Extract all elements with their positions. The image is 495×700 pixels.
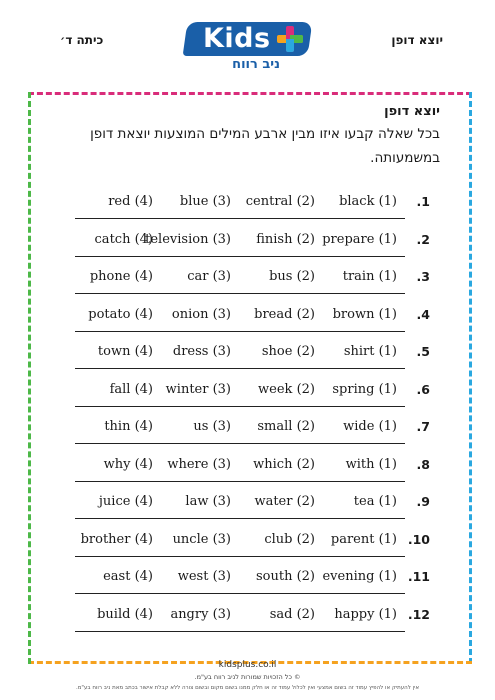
answer-option[interactable]: club (2) (264, 531, 315, 547)
answer-option[interactable]: red (4) (108, 194, 153, 209)
question-number: .10 (407, 531, 430, 547)
question-row (75, 306, 430, 332)
answer-option[interactable]: prepare (1) (322, 231, 397, 247)
answer-option[interactable]: brown (1) (332, 306, 397, 322)
answer-option[interactable]: uncle (3) (172, 531, 231, 547)
logo-subtitle: ניב רווח (232, 57, 280, 72)
answer-option[interactable]: east (4) (103, 569, 153, 584)
answer-option[interactable]: potato (4) (88, 306, 153, 322)
worksheet-instructions: בכל שאלה קבעו איזו מבין ארבע המילים המוצעות יוצאת דופן במשמעותה. (90, 126, 440, 166)
footer-url: kidsplus.co.il (218, 660, 277, 670)
answer-option[interactable]: angry (3) (170, 606, 231, 622)
answer-option[interactable]: wide (1) (343, 419, 397, 434)
answer-option[interactable]: catch (4) (94, 231, 153, 247)
question-row (75, 419, 430, 444)
question-row (75, 194, 430, 219)
question-number: .6 (416, 381, 430, 397)
question-row (75, 231, 430, 257)
answer-option[interactable]: shoe (2) (261, 344, 315, 359)
answer-option[interactable]: parent (1) (330, 531, 397, 547)
answer-option[interactable]: where (3) (167, 456, 231, 472)
answer-option[interactable]: thin (4) (104, 419, 153, 434)
answer-option[interactable]: why (4) (103, 456, 153, 472)
question-row (75, 494, 430, 519)
answer-option[interactable]: winter (3) (165, 381, 231, 397)
answer-option[interactable]: black (1) (339, 194, 397, 209)
plus-icon (277, 26, 303, 52)
answer-option[interactable]: south (2) (255, 569, 315, 584)
answer-option[interactable]: central (2) (245, 194, 315, 209)
answer-option[interactable]: town (4) (97, 344, 153, 359)
question-number: .2 (416, 231, 430, 247)
answer-option[interactable]: bus (2) (269, 269, 315, 284)
question-number: .9 (416, 494, 430, 509)
answer-option[interactable]: fall (4) (109, 381, 153, 397)
answer-option[interactable]: week (2) (258, 381, 315, 397)
question-number: .7 (416, 419, 430, 434)
kidsplus-logo (185, 22, 310, 74)
answer-option[interactable]: car (3) (187, 269, 231, 284)
answer-option[interactable]: happy (1) (334, 606, 397, 622)
answer-option[interactable]: blue (3) (179, 194, 231, 209)
logo-text: Kids (203, 23, 271, 54)
footer-copyright: © כל הזכויות שמורות לניב רווח בע"מ. (194, 673, 301, 681)
question-row (75, 381, 430, 407)
answer-option[interactable]: juice (4) (98, 494, 153, 509)
answer-option[interactable]: bread (2) (254, 306, 315, 322)
answer-option[interactable]: dress (3) (172, 344, 231, 359)
answer-option[interactable]: finish (2) (256, 231, 315, 247)
answer-option[interactable]: us (3) (193, 419, 231, 434)
question-row (75, 531, 430, 557)
answer-option[interactable]: phone (4) (89, 269, 153, 284)
answer-option[interactable]: which (2) (253, 456, 315, 472)
grade-label: כיתה ד׳ (60, 33, 104, 47)
answer-option[interactable]: sad (2) (269, 606, 315, 622)
question-row (75, 344, 430, 369)
answer-option[interactable]: build (4) (97, 606, 153, 622)
question-number: .12 (407, 606, 430, 622)
question-number: .3 (416, 269, 430, 284)
answer-option[interactable]: tea (1) (353, 494, 397, 509)
answer-option[interactable]: evening (1) (322, 569, 397, 584)
answer-option[interactable]: train (1) (342, 269, 397, 284)
answer-option[interactable]: onion (3) (171, 306, 231, 322)
question-number: .5 (416, 344, 430, 359)
answer-option[interactable]: west (3) (177, 569, 231, 584)
answer-option[interactable]: television (3) (145, 231, 231, 247)
question-row (75, 606, 430, 632)
worksheet-title: יוצא דופן (384, 104, 440, 119)
question-number: .4 (416, 306, 430, 322)
answer-option[interactable]: law (3) (185, 494, 231, 509)
footer-legal-notice: אין להעתיק או להפיץ עמוד זה בשום אמצעי ואין לכלול עמוד זה או חלק ממנו בשום מקום ובשום צורה ללא קבלת אישור בכתב מאת ניב רווח בע"מ. (75, 685, 420, 691)
worksheet-topic-label: יוצא דופן (391, 33, 443, 47)
question-row (75, 269, 430, 294)
question-row (75, 569, 430, 594)
question-number: .8 (416, 456, 430, 472)
answer-option[interactable]: with (1) (345, 456, 397, 472)
question-row (75, 456, 430, 482)
question-number: .1 (416, 194, 430, 209)
answer-option[interactable]: spring (1) (332, 381, 397, 397)
answer-option[interactable]: water (2) (254, 494, 315, 509)
answer-option[interactable]: brother (4) (80, 531, 153, 547)
question-number: .11 (407, 569, 430, 584)
answer-option[interactable]: shirt (1) (343, 344, 397, 359)
answer-option[interactable]: small (2) (257, 419, 315, 434)
